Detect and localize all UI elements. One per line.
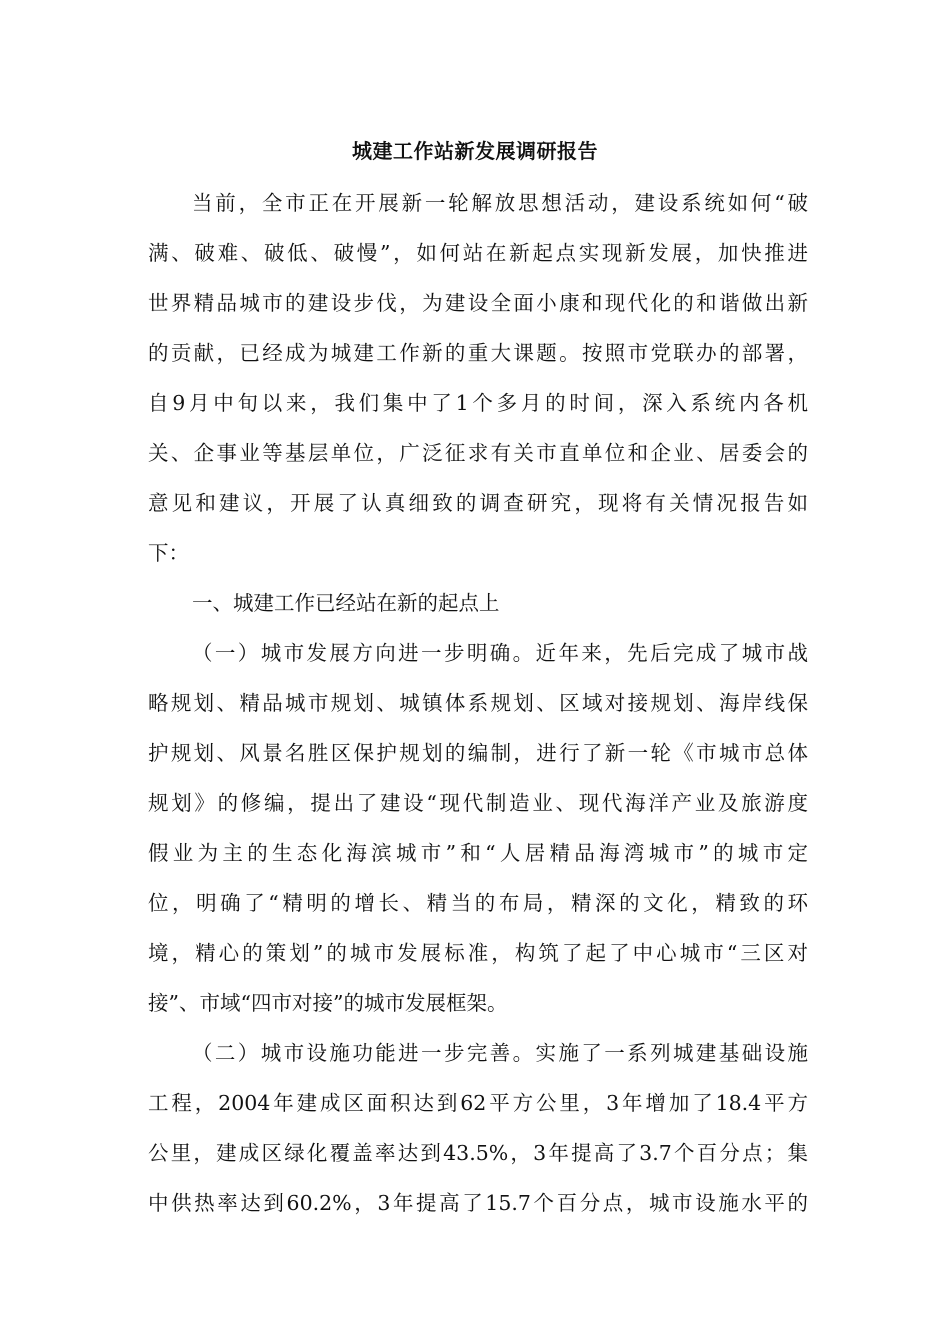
paragraph-line: 世界精品城市的建设步伐，为建设全面小康和现代化的和谐做出新 xyxy=(148,291,808,315)
paragraph-line: 满、破难、破低、破慢”，如何站在新起点实现新发展，加快推进 xyxy=(148,241,808,265)
paragraph-line: 公里，建成区绿化覆盖率达到43.5%，3年提高了3.7个百分点；集 xyxy=(148,1141,808,1165)
paragraph-line: 中供热率达到60.2%，3年提高了15.7个百分点，城市设施水平的 xyxy=(148,1191,808,1215)
paragraph-line: 境，精心的策划”的城市发展标准，构筑了起了中心城市“三区对 xyxy=(148,941,808,965)
paragraph-line: 接”、市域“四市对接”的城市发展框架。 xyxy=(148,991,508,1015)
paragraph-line: 护规划、风景名胜区保护规划的编制，进行了新一轮《市城市总体 xyxy=(148,741,808,765)
paragraph-line: 假业为主的生态化海滨城市”和“人居精品海湾城市”的城市定 xyxy=(148,841,808,865)
paragraph-line: 自9月中旬以来，我们集中了1个多月的时间，深入系统内各机 xyxy=(148,391,808,415)
paragraph-line: 当前，全市正在开展新一轮解放思想活动，建设系统如何“破 xyxy=(192,191,808,215)
paragraph-line: 工程，2004年建成区面积达到62平方公里，3年增加了18.4平方 xyxy=(148,1091,808,1115)
paragraph-line: 意见和建议，开展了认真细致的调查研究，现将有关情况报告如 xyxy=(148,491,808,515)
paragraph-line: 下： xyxy=(148,541,189,565)
paragraph-line: 略规划、精品城市规划、城镇体系规划、区域对接规划、海岸线保 xyxy=(148,691,808,715)
paragraph-line: 的贡献，已经成为城建工作新的重大课题。按照市党联办的部署， xyxy=(148,341,808,365)
document-title: 城建工作站新发展调研报告 xyxy=(352,139,598,163)
paragraph-line: （二）城市设施功能进一步完善。实施了一系列城建基础设施 xyxy=(192,1041,808,1065)
paragraph-line: （一）城市发展方向进一步明确。近年来，先后完成了城市战 xyxy=(192,641,808,665)
paragraph-line: 规划》的修编，提出了建设“现代制造业、现代海洋产业及旅游度 xyxy=(148,791,808,815)
section-heading: 一、城建工作已经站在新的起点上 xyxy=(192,591,500,615)
paragraph-line: 位，明确了“精明的增长、精当的布局，精深的文化，精致的环 xyxy=(148,891,808,915)
paragraph-line: 关、企事业等基层单位，广泛征求有关市直单位和企业、居委会的 xyxy=(148,441,808,465)
